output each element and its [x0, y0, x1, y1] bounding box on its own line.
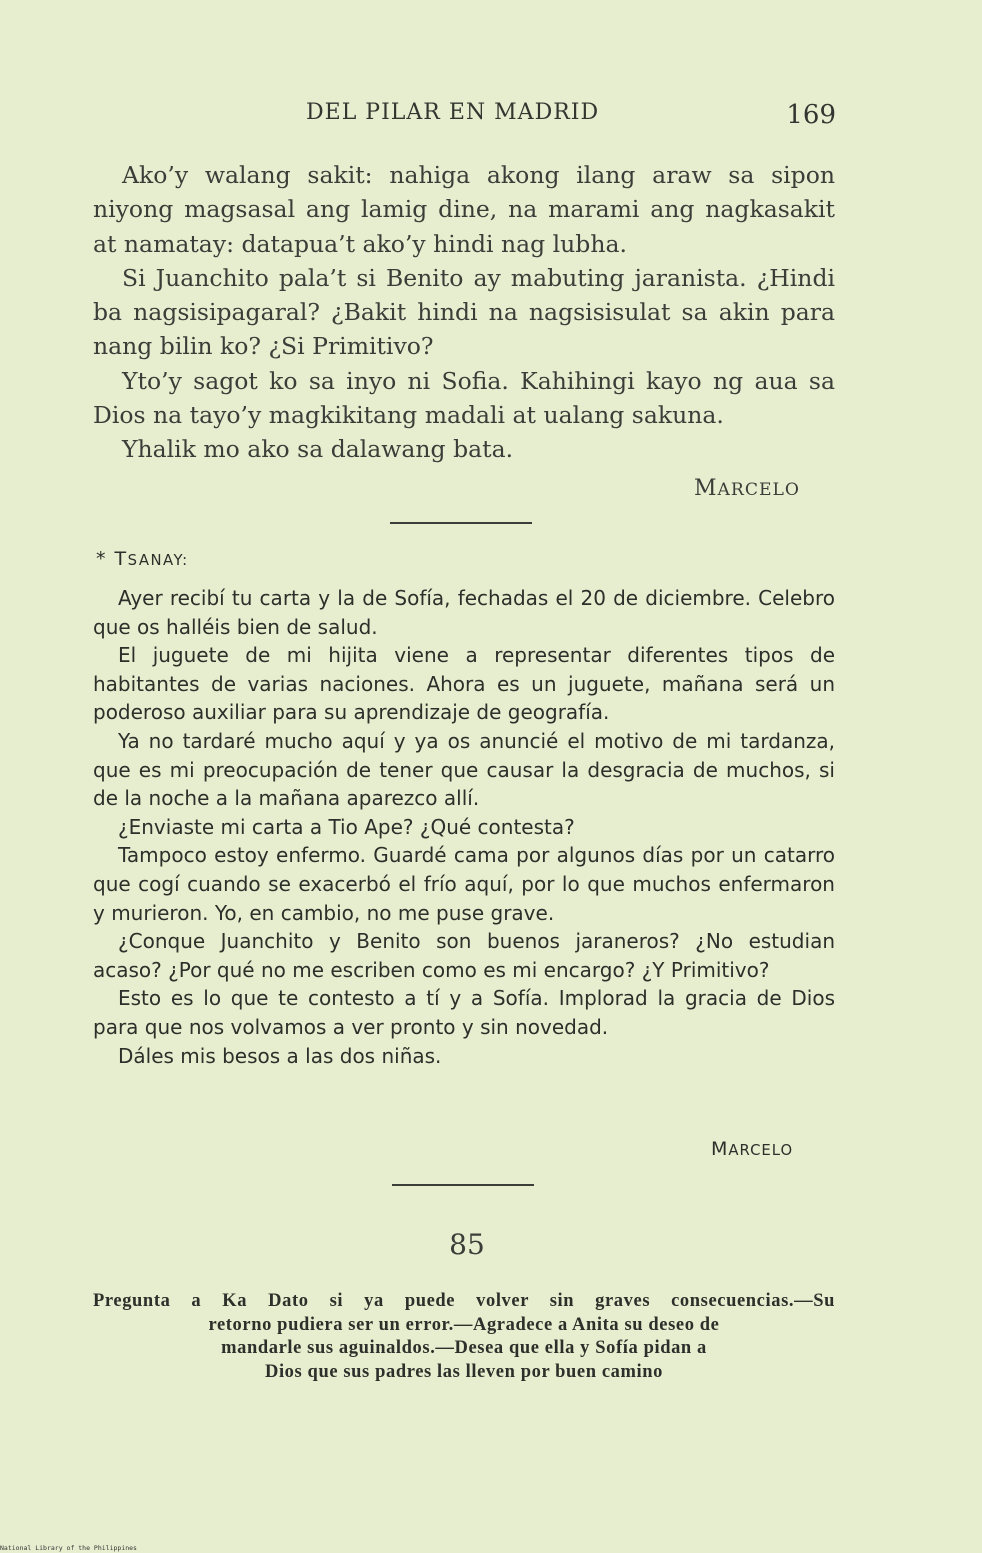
spanish-signature [711, 1138, 793, 1160]
running-title: DEL PILAR EN MADRID [306, 100, 600, 125]
signature-initial: M [694, 476, 718, 501]
spanish-paragraph: Ayer recibí tu carta y la de Sofía, fechadas el 20 de diciembre. Celebro que os halléis bien de salud. [93, 586, 835, 639]
addressee-prefix: * T [96, 548, 128, 570]
summary-line: Pregunta a Ka Dato si ya puede volver sin graves consecuencias.—Su [93, 1291, 835, 1311]
section-divider [390, 522, 532, 524]
tagalog-paragraph: Ako’y walang sakit: nahiga akong ilang araw sa sipon niyong magsasal ang lamig dine, na marami ang nagkasakit at namatay: datapua’t ako’y hindi nag lubha. [93, 161, 835, 258]
spanish-paragraph: Ya no tardaré mucho aquí y ya os anuncié el motivo de mi tardanza, que es mi preocupación de tener que causar la desgracia de muchos, si de la noche a la mañana aparezco allí. [93, 728, 835, 811]
page-number: 169 [786, 100, 836, 130]
summary-line: retorno pudiera ser un error.—Agradece a Anita su deseo de [208, 1314, 720, 1335]
letter-number: 85 [449, 1228, 485, 1261]
library-credit: National Library of the Philippines [0, 1544, 137, 1552]
summary-line: mandarle sus aguinaldos.—Desea que ella y Sofía pidan a [221, 1338, 707, 1359]
tagalog-signature [694, 476, 800, 501]
signature-rest: ARCELO [717, 480, 800, 500]
tagalog-letter-body [93, 158, 835, 467]
spanish-addressee [96, 548, 189, 570]
signature-rest: ARCELO [728, 1142, 794, 1159]
tagalog-paragraph: Si Juanchito pala’t si Benito ay mabuting jaranista. ¿Hindi ba nagsisipagaral? ¿Bakit hindi na nagsisisulat sa akin para nang bilin ko? ¿Si Primitivo? [93, 263, 835, 361]
spanish-letter-body [93, 584, 835, 1070]
spanish-paragraph: Tampoco estoy enfermo. Guardé cama por algunos días por un catarro que cogí cuando se exacerbó el frío aquí, por lo que muchos enfermaron y murieron. Yo, en cambio, no me puse grave. [93, 843, 835, 925]
signature-initial: M [711, 1138, 729, 1160]
section-divider [392, 1184, 534, 1186]
summary-line: Dios que sus padres las lleven por buen camino [264, 1361, 663, 1382]
spanish-paragraph: Esto es lo que te contesto a tí y a Sofía. Implorad la gracia de Dios para que nos volvamos a ver pronto y sin novedad. [93, 986, 835, 1039]
spanish-paragraph: ¿Conque Juanchito y Benito son buenos jaraneros? ¿No estudian acaso? ¿Por qué no me escriben como es mi encargo? ¿Y Primitivo? [93, 929, 835, 982]
spanish-paragraph: Dáles mis besos a las dos niñas. [118, 1043, 442, 1068]
spanish-paragraph: El juguete de mi hijita viene a representar diferentes tipos de habitantes de varias naciones. Ahora es un juguete, mañana será un poderoso auxiliar para su aprendizaje de geografía. [93, 643, 835, 725]
addressee-rest: SANAY: [127, 552, 189, 569]
spanish-paragraph: ¿Enviaste mi carta a Tio Ape? ¿Qué contesta? [118, 814, 575, 839]
tagalog-paragraph: Yto’y sagot ko sa inyo ni Sofia. Kahihingi kayo ng aua sa Dios na tayo’y magkikitang madali at ualang sakuna. [93, 366, 835, 430]
tagalog-paragraph: Yhalik mo ako sa dalawang bata. [122, 435, 514, 464]
letter-summary [93, 1290, 835, 1384]
